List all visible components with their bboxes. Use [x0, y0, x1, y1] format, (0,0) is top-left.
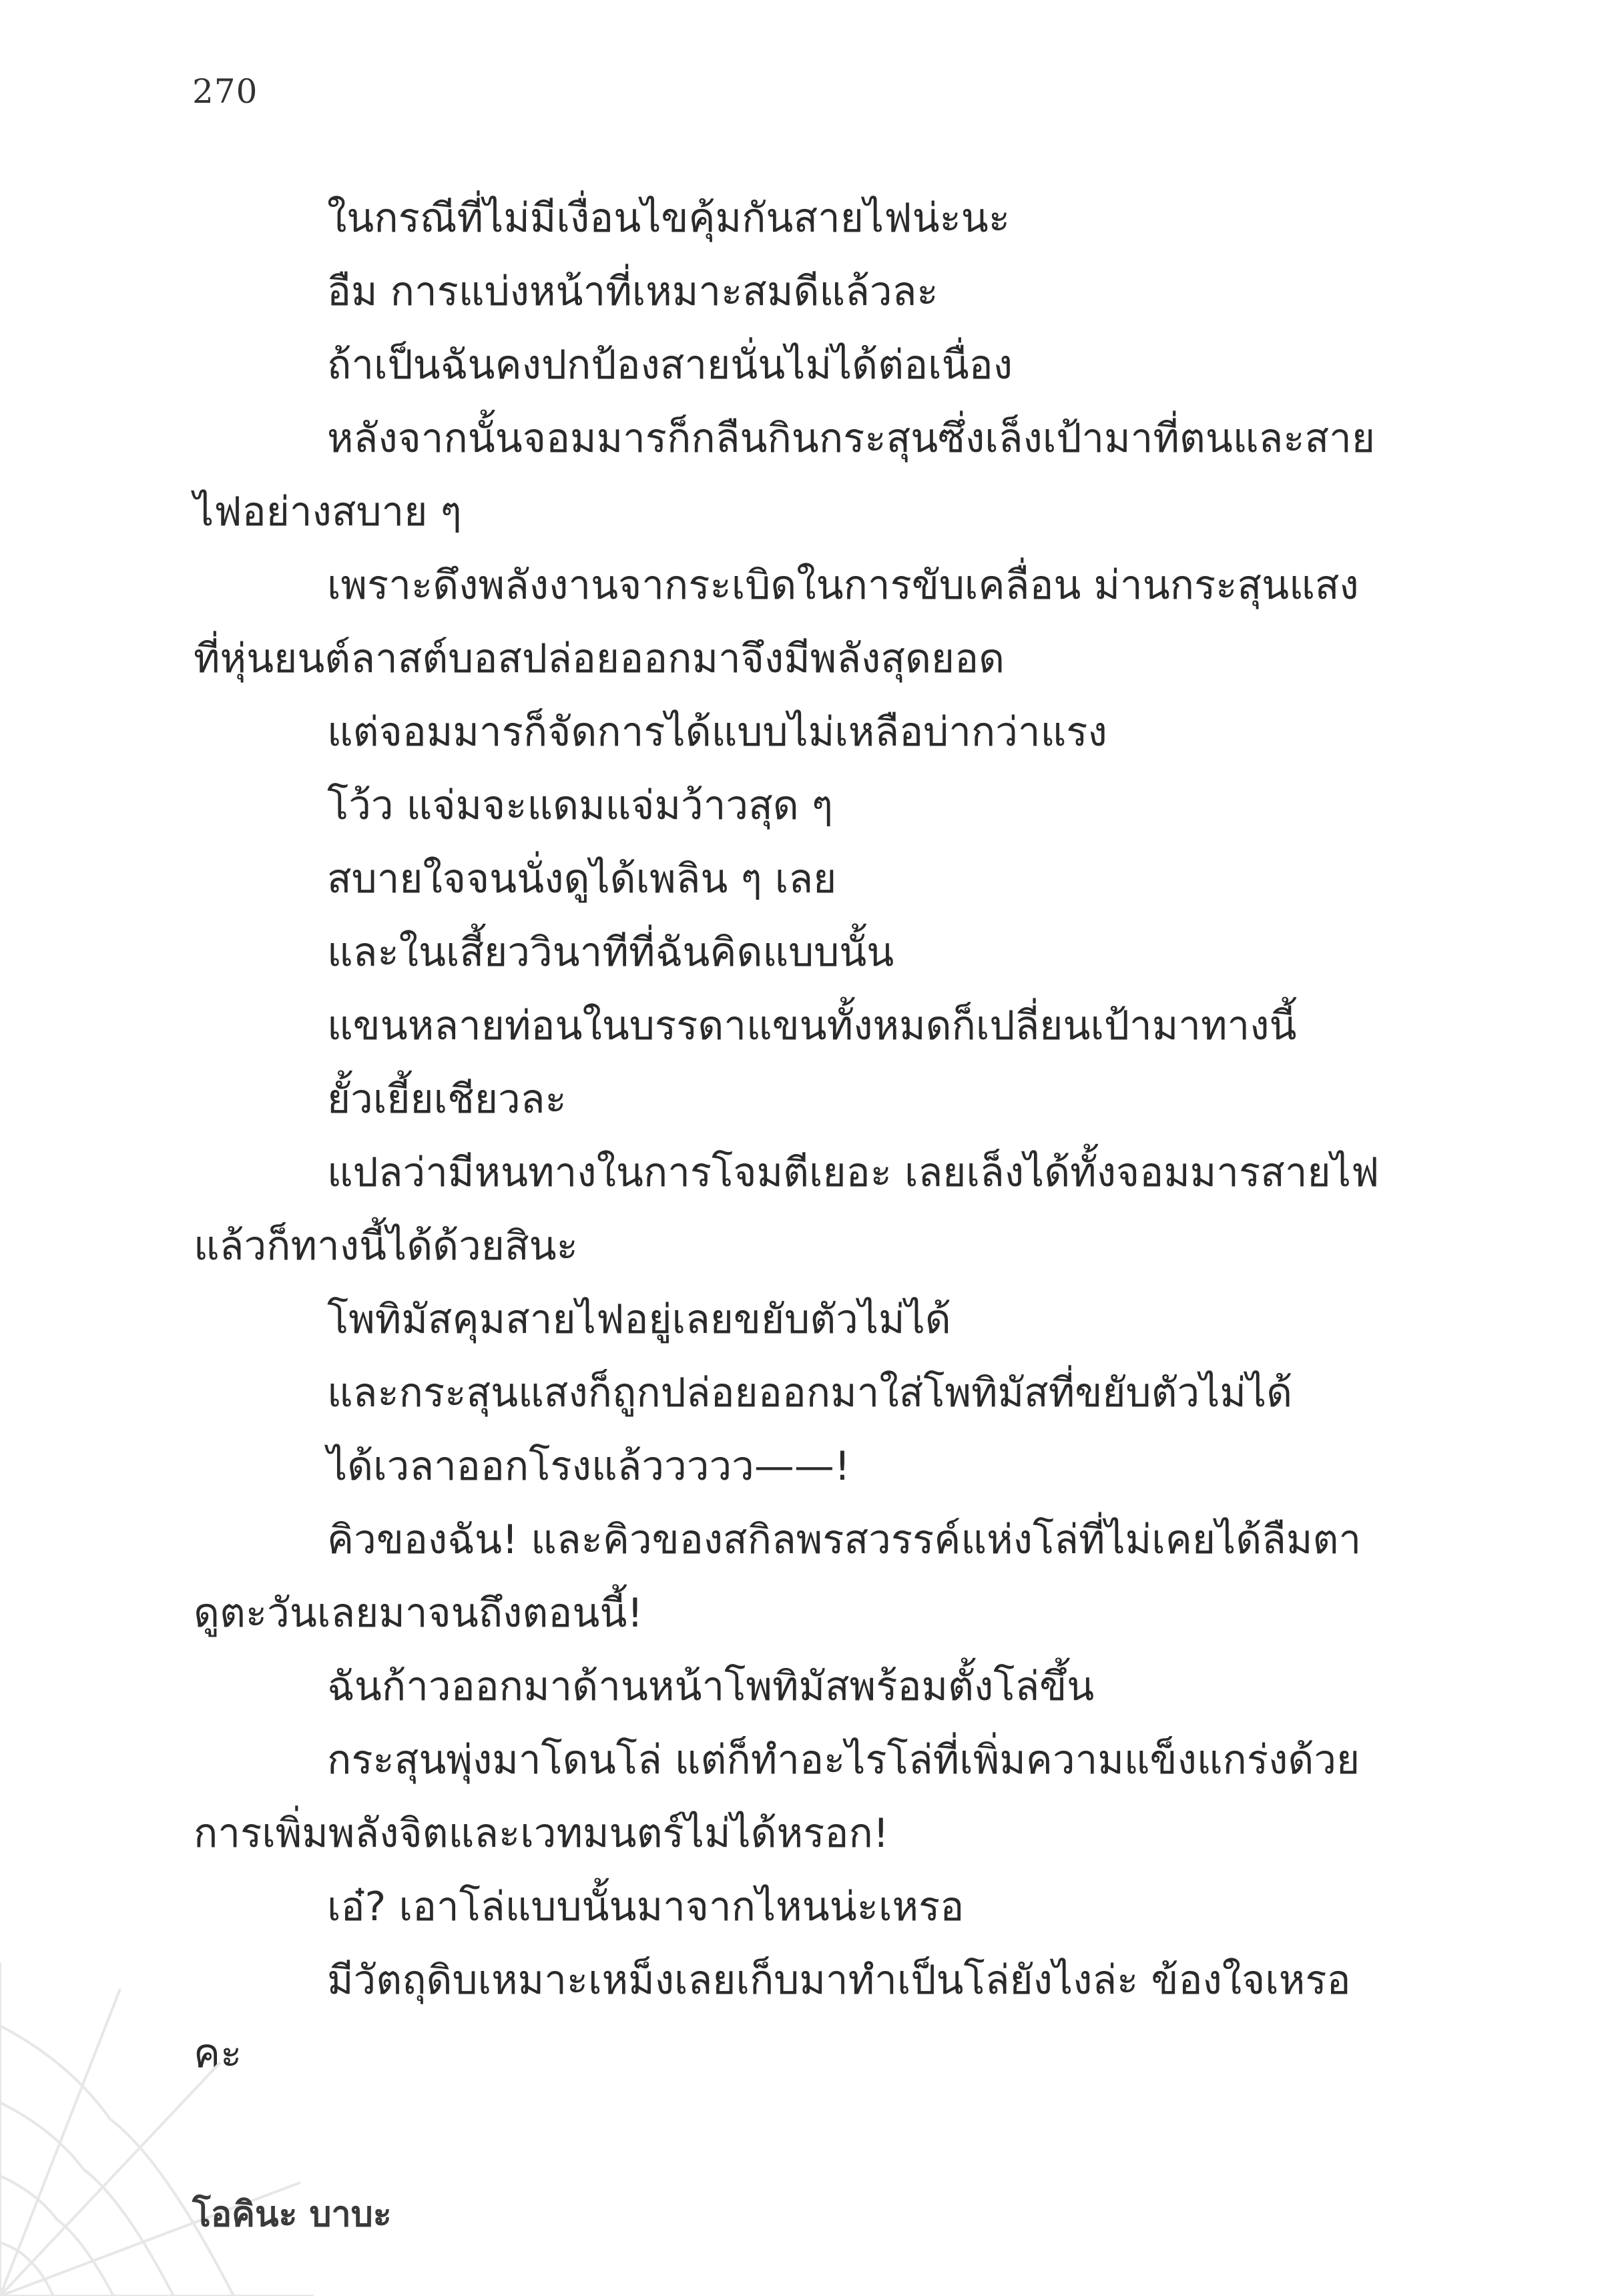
paragraph: กระสุนพุ่งมาโดนโล่ แต่ก็ทำอะไรโล่ที่เพิ่มความแข็งแกร่งด้วยการเพิ่มพลังจิตและเวทมนตร์ไม่ได้หรอก!	[194, 1737, 1360, 1857]
spider-web-icon	[0, 1962, 314, 2296]
paragraph: ในกรณีที่ไม่มีเงื่อนไขคุ้มกันสายไฟน่ะนะ	[327, 195, 1011, 242]
paragraph: เพราะดึงพลังงานจากระเบิดในการขับเคลื่อน ม่านกระสุนแสงที่หุ่นยนต์ลาสต์บอสปล่อยออกมาจึงมีพลังสุดยอด	[194, 562, 1359, 682]
paragraph: อืม การแบ่งหน้าที่เหมาะสมดีแล้วละ	[327, 268, 938, 315]
paragraph: โพทิมัสคุมสายไฟอยู่เลยขยับตัวไม่ได้	[327, 1296, 951, 1343]
paragraph: แขนหลายท่อนในบรรดาแขนทั้งหมดก็เปลี่ยนเป้ามาทางนี้	[327, 1002, 1297, 1049]
paragraph: และในเสี้ยววินาทีที่ฉันคิดแบบนั้น	[327, 929, 894, 976]
paragraph: แต่จอมมารก็จัดการได้แบบไม่เหลือบ่ากว่าแรง	[327, 709, 1107, 756]
paragraph: แปลว่ามีหนทางในการโจมตีเยอะ เลยเล็งได้ทั้งจอมมารสายไฟแล้วก็ทางนี้ได้ด้วยสินะ	[194, 1149, 1380, 1269]
paragraph: ถ้าเป็นฉันคงปกป้องสายนั่นไม่ได้ต่อเนื่อง	[327, 342, 1013, 388]
author-name: โอคินะ บาบะ	[192, 2195, 392, 2235]
paragraph: คิวของฉัน! และคิวของสกิลพรสวรรค์แห่งโล่ที่ไม่เคยได้ลืมตาดูตะวันเลยมาจนถึงตอนนี้!	[194, 1516, 1362, 1637]
paragraph: สบายใจจนนั่งดูได้เพลิน ๆ เลย	[327, 856, 837, 902]
paragraph: ฉันก้าวออกมาด้านหน้าโพทิมัสพร้อมตั้งโล่ขึ้น	[327, 1663, 1095, 1710]
body-text	[194, 182, 1382, 2090]
paragraph: เอ๋? เอาโล่แบบนั้นมาจากไหนน่ะเหรอ	[327, 1884, 965, 1930]
paragraph: ได้เวลาออกโรงแล้ววววว——!	[327, 1443, 850, 1490]
paragraph: มีวัตถุดิบเหมาะเหม็งเลยเก็บมาทำเป็นโล่ยังไงล่ะ ข้องใจเหรอคะ	[194, 1957, 1351, 2077]
paragraph: หลังจากนั้นจอมมารก็กลืนกินกระสุนซึ่งเล็งเป้ามาที่ตนและสายไฟอย่างสบาย ๆ	[194, 415, 1376, 535]
paragraph: และกระสุนแสงก็ถูกปล่อยออกมาใส่โพทิมัสที่ขยับตัวไม่ได้	[327, 1370, 1293, 1416]
page-number: 270	[192, 72, 258, 111]
paragraph: ยั้วเยี้ยเชียวละ	[327, 1076, 567, 1123]
paragraph: โว้ว แจ่มจะแดมแจ่มว้าวสุด ๆ	[327, 782, 833, 829]
